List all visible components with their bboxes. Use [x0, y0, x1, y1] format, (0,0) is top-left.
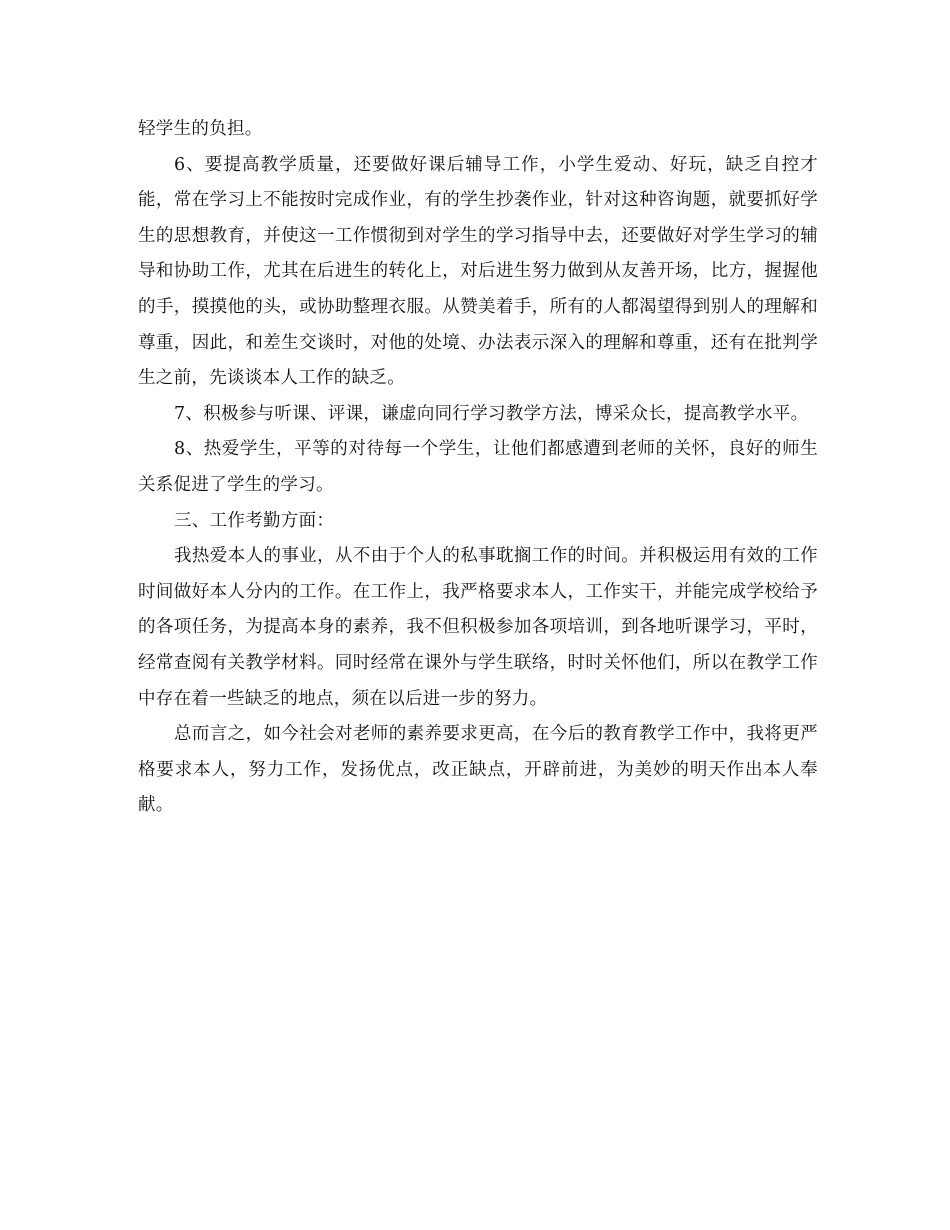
paragraph-item-6: 6、要提高教学质量，还要做好课后辅导工作，小学生爱动、好玩，缺乏自控才能，常在学习上不能按时完成作业，有的学生抄袭作业，针对这种咨询题，就要抓好学生的思想教育，并使这一工作惯彻到对学生的学习指导中去，还要做好对学生学习的辅导和协助工作，尤其在后进生的转化上，对后进生努力做到从友善开场，比方，握握他的手，摸摸他的头，或协助整理衣服。从赞美着手，所有的人都渴望得到别人的理解和尊重，因此，和差生交谈时，对他的处境、办法表示深入的理解和尊重，还有在批判学生之前，先谈谈本人工作的缺乏。	[138, 154, 818, 389]
section-heading-attendance: 三、工作考勤方面：	[174, 510, 335, 531]
paragraph-conclusion: 总而言之，如今社会对老师的素养要求更高，在今后的教育教学工作中，我将更严格要求本人，努力工作，发扬优点，改正缺点，开辟前进，为美妙的明天作出本人奉献。	[138, 724, 818, 816]
paragraph-attendance: 我热爱本人的事业，从不由于个人的私事耽搁工作的时间。并积极运用有效的工作时间做好本人分内的工作。在工作上，我严格要求本人，工作实干，并能完成学校给予的各项任务，为提高本身的素养，我不但积极参加各项培训，到各地听课学习，平时，经常查阅有关教学材料。同时经常在课外与学生联络，时时关怀他们，所以在教学工作中存在着一些缺乏的地点，须在以后进一步的努力。	[138, 546, 818, 709]
paragraph-item-8: 8、热爱学生，平等的对待每一个学生，让他们都感遭到老师的关怀，良好的师生关系促进了学生的学习。	[138, 439, 818, 495]
document-body	[138, 112, 818, 824]
paragraph-continuation: 轻学生的负担。	[138, 119, 263, 139]
paragraph-item-7: 7、积极参与听课、评课，谦虚向同行学习教学方法，博采众长，提高教学水平。	[174, 403, 809, 424]
